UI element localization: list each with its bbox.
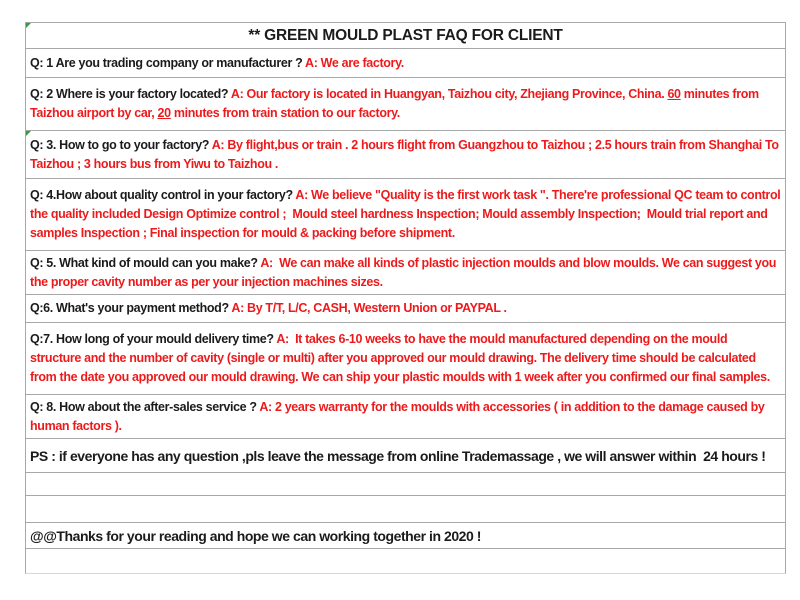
cell-text — [30, 186, 784, 243]
faq-row-q1 — [26, 49, 785, 78]
text-segment-question: Q:7. How long of your mould delivery time? — [30, 332, 277, 346]
text-segment-question: Q: 1 Are you trading company or manufacturer ? — [30, 55, 306, 70]
cell-text — [30, 447, 766, 465]
text-segment-question: PS : if everyone has any question ,pls leave the message from online Trademassage , we will answer within 24 hours ! — [30, 447, 766, 464]
cell-text — [30, 136, 781, 174]
text-segment-question: Q:6. What's your payment method? — [30, 301, 232, 315]
text-segment-answer: A: By T/T, L/C, CASH, Western Union or PAYPAL . — [231, 301, 507, 315]
text-segment-question: ** GREEN MOULD PLAST FAQ FOR CLIENT — [248, 26, 563, 44]
page-title — [248, 27, 562, 45]
text-segment-question: Q: 4.How about quality control in your factory? — [30, 188, 296, 202]
cell-text — [30, 54, 404, 73]
faq-row-q5 — [26, 251, 785, 295]
faq-row-q4 — [26, 179, 785, 251]
empty-row-2 — [26, 496, 785, 523]
text-segment-question: @@Thanks for your reading and hope we can working together in 2020 ! — [30, 527, 482, 544]
text-segment-answer: minutes from Taizhou airport by car, — [30, 87, 762, 120]
text-segment-question: Q: 3. How to go to your factory? — [30, 137, 212, 152]
faq-row-q3 — [26, 131, 785, 179]
title-row — [26, 23, 785, 49]
text-segment-answer: A: We can make all kinds of plastic injection moulds and blow moulds. We can suggest you the proper cavity number as per your injection machines sizes. — [30, 255, 780, 289]
cell-text — [30, 254, 781, 292]
text-segment-answer-underline: 60 — [667, 87, 681, 101]
cell-text — [30, 330, 781, 387]
empty-row-3 — [26, 549, 785, 573]
cell-error-indicator-icon — [26, 23, 31, 28]
ps-row — [26, 439, 785, 473]
faq-row-q6 — [26, 295, 785, 323]
cell-text — [30, 527, 481, 545]
text-segment-answer: A: 2 years warranty for the moulds with accessories ( in addition to the damage caused by human factors ). — [30, 399, 768, 433]
text-segment-question: Q: 2 Where is your factory located? — [30, 87, 231, 101]
text-segment-answer: A: We believe "Quality is the first work task ". There're professional QC team to control the quality included Design Optimize control ; Mould steel hardness Inspection; Mould assembly Inspection; Mould trial report and samples Inspection ; Final inspection for mould & packing before shipment. — [30, 188, 784, 240]
text-segment-answer: minutes from train station to our factory. — [170, 106, 400, 120]
text-segment-answer: A: By flight,bus or train . 2 hours flight from Guangzhou to Taizhou ; 2.5 hours train from Shanghai To Taizhou ; 3 hours bus from Yiwu to Taizhou . — [30, 137, 782, 171]
faq-row-q2 — [26, 78, 785, 131]
cell-error-indicator-icon — [26, 131, 31, 136]
text-segment-answer: A: It takes 6-10 weeks to have the mould manufactured depending on the mould structure and the number of cavity (single or multi) after you approved our mould drawing. The delivery time should be calculated from the date you approved our mould drawing. We can ship your plastic moulds with 1 week after you confirmed our final samples. — [30, 332, 770, 384]
text-segment-question: Q: 8. How about the after-sales service ? — [30, 399, 260, 414]
faq-row-q8 — [26, 395, 785, 439]
cell-text — [30, 299, 507, 318]
text-segment-answer-underline: 20 — [157, 106, 171, 120]
text-segment-answer: A: We are factory. — [305, 55, 404, 70]
thanks-row — [26, 523, 785, 549]
cell-text — [30, 398, 781, 436]
text-segment-answer: A: Our factory is located in Huangyan, Taizhou city, Zhejiang Province, China. — [230, 87, 668, 101]
text-segment-question: Q: 5. What kind of mould can you make? — [30, 255, 261, 270]
empty-row-1 — [26, 473, 785, 496]
faq-table — [25, 22, 786, 574]
cell-text — [30, 85, 781, 123]
faq-row-q7 — [26, 323, 785, 395]
